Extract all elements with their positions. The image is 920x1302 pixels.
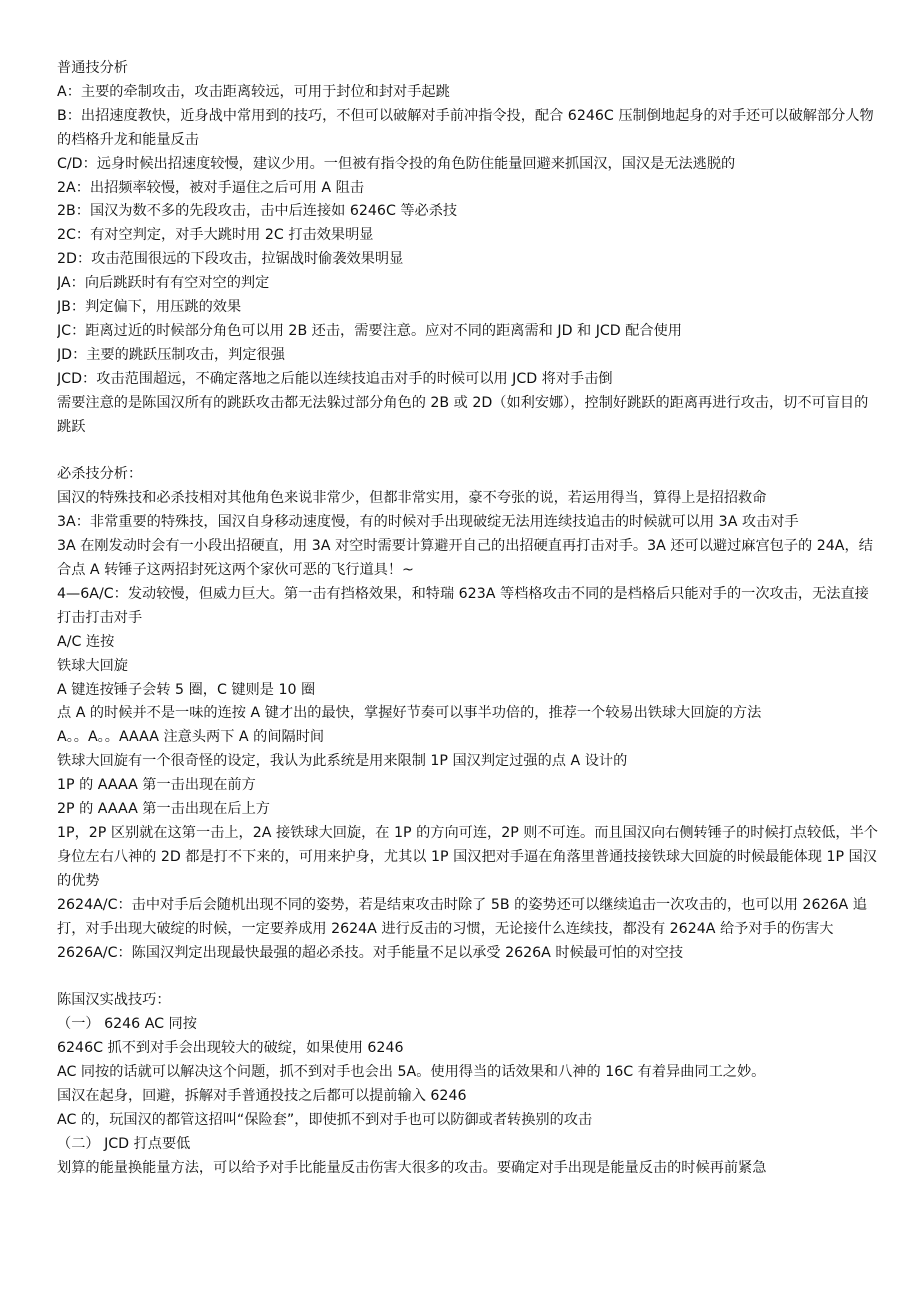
special-ac-mash: A/C 连按 bbox=[57, 633, 115, 650]
normal-move-2d: 2D：攻击范围很远的下段攻击，拉锯战时偷袭效果明显 bbox=[57, 251, 404, 268]
section-heading-special-moves: 必杀技分析： bbox=[57, 466, 143, 483]
special-iron-ball-setting: 铁球大回旋有一个很奇怪的设定，我认为此系统是用来限制 1P 国汉判定过强的点 A 设计的 bbox=[57, 753, 628, 770]
tactic-1-line: AC 同按的话就可以解决这个问题，抓不到对手也会出 5A。使用得当的话效果和八神的 16C 有着异曲同工之妙。 bbox=[57, 1064, 766, 1081]
section-heading-normal-moves: 普通技分析 bbox=[57, 60, 128, 76]
normal-move-jc: JC：距离过近的时候部分角色可以用 2B 还击，需要注意。应对不同的距离需和 JD 和 JCD 配合使用 bbox=[57, 322, 682, 339]
special-2624ac: 2624A/C：击中对手后会随机出现不同的姿势，若是结束攻击时除了 5B 的姿势还可以继续追击一次攻击的，也可以用 2626A 追打，对手出现大破绽的时候，一定要养成用 2624A 进行反击的习惯，无论接什么连续技，都没有 2624A 给予对手的伤害大 bbox=[57, 896, 867, 937]
normal-move-2a: 2A：出招频率较慢，被对手逼住之后可用 A 阻击 bbox=[57, 179, 365, 196]
special-1p-2p-difference: 1P，2P 区别就在这第一击上，2A 接铁球大回旋，在 1P 的方向可连，2P 则不可连。而且国汉向右侧转锤子的时候打点较低，半个身位左右八神的 2D 都是打不下来的，可用来护身，尤其以 1P 国汉把对手逼在角落里普通技接铁球大回旋的时候最能体现 1P 国汉的优势 bbox=[57, 824, 878, 889]
special-iron-ball-rhythm: 点 A 的时候并不是一味的连按 A 键才出的最快，掌握好节奏可以事半功倍的，推荐一个较易出铁球大回旋的方法 bbox=[57, 705, 762, 722]
special-2626ac: 2626A/C：陈国汉判定出现最快最强的超必杀技。对手能量不足以承受 2626A 时候最可怕的对空技 bbox=[57, 944, 684, 961]
special-iron-ball-rotations: A 键连按锤子会转 5 圈，C 键则是 10 圈 bbox=[57, 681, 316, 698]
special-iron-ball: 铁球大回旋 bbox=[57, 657, 128, 674]
normal-move-jd: JD：主要的跳跃压制攻击，判定很强 bbox=[57, 346, 285, 363]
special-iron-ball-timing: A。。A。。AAAA 注意头两下 A 的间隔时间 bbox=[57, 729, 325, 746]
normal-move-ja: JA：向后跳跃时有有空对空的判定 bbox=[57, 275, 270, 292]
special-46ac: 4—6A/C：发动较慢，但威力巨大。第一击有挡格效果，和特瑞 623A 等档格攻击不同的是档格后只能对手的一次攻击，无法直接打击打击对手 bbox=[57, 585, 869, 626]
tactic-2-title: （二） JCD 打点要低 bbox=[57, 1135, 191, 1152]
section-heading-tactics: 陈国汉实战技巧： bbox=[57, 992, 171, 1009]
tactic-1-line: AC 的，玩国汉的都管这招叫“保险套”，即使抓不到对手也可以防御或者转换别的攻击 bbox=[57, 1111, 593, 1128]
special-3a-detail: 3A 在刚发动时会有一小段出招硬直，用 3A 对空时需要计算避开自己的出招硬直再打击对手。3A 还可以避过麻宫包子的 24A，结合点 A 转锤子这两招封死这两个家伙可恶的飞行道具！~ bbox=[57, 538, 873, 579]
normal-move-b: B：出招速度教快，近身战中常用到的技巧，不但可以破解对手前冲指令投，配合 6246C 压制倒地起身的对手还可以破解部分人物的档格升龙和能量反击 bbox=[57, 107, 874, 148]
special-intro: 国汉的特殊技和必杀技相对其他角色来说非常少，但都非常实用，豪不夸张的说，若运用得当，算得上是招招救命 bbox=[57, 490, 767, 507]
special-1p-note: 1P 的 AAAA 第一击出现在前方 bbox=[57, 777, 256, 794]
tactic-2-line: 划算的能量换能量方法，可以给予对手比能量反击伤害大很多的攻击。要确定对手出现是能量反击的时候再前紧急 bbox=[57, 1159, 767, 1176]
tactic-1-title: （一） 6246 AC 同按 bbox=[57, 1016, 197, 1033]
normal-move-jcd: JCD：攻击范围超远，不确定落地之后能以连续技追击对手的时候可以用 JCD 将对手击倒 bbox=[57, 370, 613, 387]
normal-move-cd: C/D：远身时候出招速度较慢，建议少用。一但被有指令投的角色防住能量回避来抓国汉，国汉是无法逃脱的 bbox=[57, 155, 736, 172]
tactic-1-line: 6246C 抓不到对手会出现较大的破绽，如果使用 6246 bbox=[57, 1040, 404, 1057]
special-3a: 3A：非常重要的特殊技，国汉自身移动速度慢，有的时候对手出现破绽无法用连续技追击的时候就可以用 3A 攻击对手 bbox=[57, 514, 799, 531]
normal-move-2c: 2C：有对空判定，对手大跳时用 2C 打击效果明显 bbox=[57, 227, 374, 244]
section-spacer bbox=[57, 965, 882, 989]
normal-move-a: A：主要的牵制攻击，攻击距离较远，可用于封位和封对手起跳 bbox=[57, 83, 450, 100]
tactic-1-line: 国汉在起身，回避，拆解对手普通投技之后都可以提前输入 6246 bbox=[57, 1087, 467, 1104]
normal-move-jb: JB：判定偏下，用压跳的效果 bbox=[57, 299, 242, 316]
special-2p-note: 2P 的 AAAA 第一击出现在后上方 bbox=[57, 801, 270, 818]
normal-move-2b: 2B：国汉为数不多的先段攻击，击中后连接如 6246C 等必杀技 bbox=[57, 203, 458, 220]
normal-moves-note: 需要注意的是陈国汉所有的跳跃攻击都无法躲过部分角色的 2B 或 2D（如利安娜），控制好跳跃的距离再进行攻击，切不可盲目的跳跃 bbox=[57, 394, 869, 435]
section-spacer bbox=[57, 440, 882, 464]
